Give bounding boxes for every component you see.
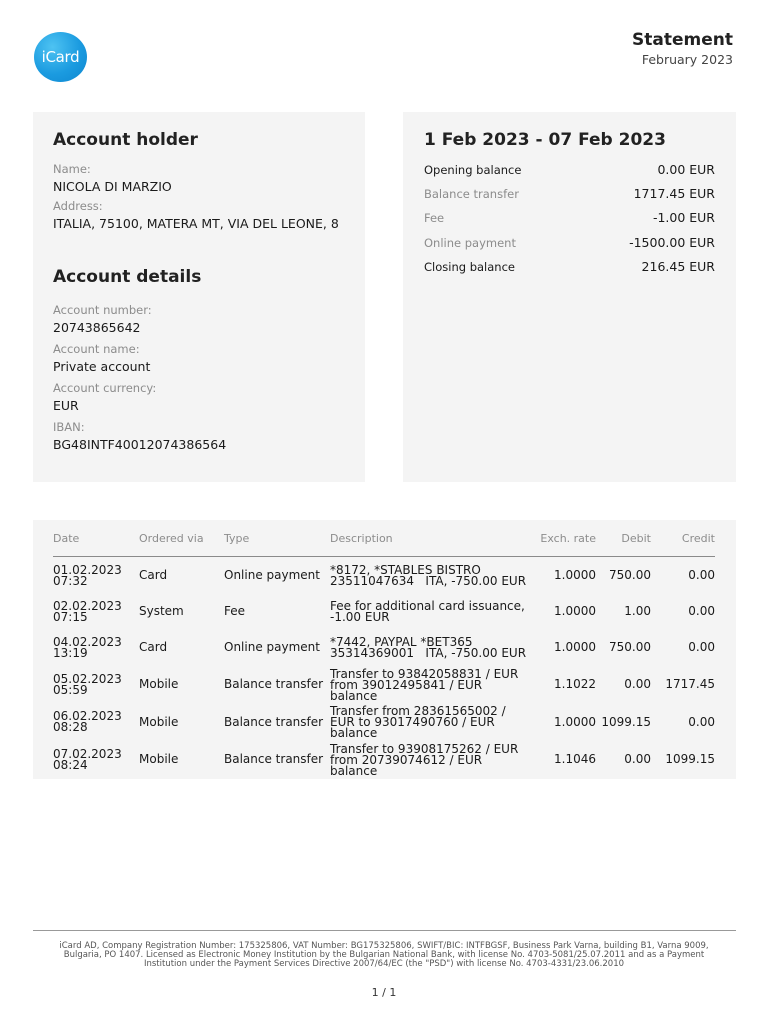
row-credit: 0.00 xyxy=(688,715,715,729)
desc-line: balance xyxy=(330,689,378,703)
row-exch-rate: 1.0000 xyxy=(554,715,596,729)
time-text: 08:24 xyxy=(53,758,88,772)
row-exch-rate: 1.1046 xyxy=(554,752,596,766)
col-header-date: Date xyxy=(53,532,80,545)
opening-balance-row xyxy=(424,162,715,177)
balance-value: -1500.00 EUR xyxy=(629,235,715,250)
row-credit: 0.00 xyxy=(688,568,715,582)
row-description xyxy=(330,706,506,739)
row-description xyxy=(330,669,518,702)
row-date xyxy=(53,637,122,659)
iban-label: IBAN: xyxy=(53,420,85,434)
row-ordered-via: Card xyxy=(139,640,168,654)
row-credit: 1717.45 xyxy=(665,677,715,691)
balance-label: Opening balance xyxy=(424,163,522,177)
row-date xyxy=(53,601,122,623)
row-debit: 0.00 xyxy=(624,677,651,691)
col-header-exch-rate: Exch. rate xyxy=(540,532,596,545)
row-exch-rate: 1.0000 xyxy=(554,568,596,582)
row-ordered-via: Mobile xyxy=(139,715,179,729)
col-header-debit: Debit xyxy=(621,532,651,545)
balance-label: Balance transfer xyxy=(424,187,519,201)
balance-value: 1717.45 EUR xyxy=(633,186,715,201)
holder-address: ITALIA, 75100, MATERA MT, VIA DEL LEONE, 8 xyxy=(53,216,339,231)
date-text: 05.02.2023 xyxy=(53,672,122,686)
row-type: Balance transfer xyxy=(224,752,324,766)
account-number-label: Account number: xyxy=(53,303,152,317)
holder-name: NICOLA DI MARZIO xyxy=(53,179,172,194)
balance-label: Closing balance xyxy=(424,260,515,274)
row-credit: 0.00 xyxy=(688,640,715,654)
date-text: 04.02.2023 xyxy=(53,635,122,649)
account-info-panel xyxy=(33,112,365,482)
account-number-block xyxy=(53,303,152,335)
balance-summary-panel xyxy=(403,112,736,482)
header-divider xyxy=(53,556,715,557)
row-ordered-via: Card xyxy=(139,568,168,582)
legal-footer xyxy=(45,942,723,969)
account-number: 20743865642 xyxy=(53,320,141,335)
desc-line: balance xyxy=(330,764,378,778)
desc-line: 35314369001 ITA, -750.00 EUR xyxy=(330,646,527,660)
row-type: Online payment xyxy=(224,568,320,582)
date-text: 06.02.2023 xyxy=(53,709,122,723)
desc-line: Transfer from 28361565002 / xyxy=(330,704,506,718)
row-description xyxy=(330,565,526,587)
col-header-description: Description xyxy=(330,532,393,545)
row-type: Balance transfer xyxy=(224,677,324,691)
row-date xyxy=(53,674,122,696)
holder-address-block xyxy=(53,199,339,231)
row-type: Balance transfer xyxy=(224,715,324,729)
time-text: 13:19 xyxy=(53,646,88,660)
row-credit: 0.00 xyxy=(688,604,715,618)
icard-logo xyxy=(34,32,87,82)
date-text: 02.02.2023 xyxy=(53,599,122,613)
row-date xyxy=(53,711,122,733)
col-header-ordered-via: Ordered via xyxy=(139,532,204,545)
closing-balance-row xyxy=(424,259,715,274)
desc-line: -1.00 EUR xyxy=(330,610,390,624)
account-currency-label: Account currency: xyxy=(53,381,157,395)
date-text: 01.02.2023 xyxy=(53,563,122,577)
holder-name-block xyxy=(53,162,172,194)
logo-text: iCard xyxy=(41,48,80,66)
time-text: 05:59 xyxy=(53,683,88,697)
holder-name-label: Name: xyxy=(53,162,91,176)
row-exch-rate: 1.0000 xyxy=(554,640,596,654)
col-header-type: Type xyxy=(224,532,250,545)
desc-line: balance xyxy=(330,726,378,740)
desc-line: Transfer to 93908175262 / EUR xyxy=(330,742,519,756)
desc-line: EUR to 93017490760 / EUR xyxy=(330,715,495,729)
row-exch-rate: 1.1022 xyxy=(554,677,596,691)
desc-line: 23511047634 ITA, -750.00 EUR xyxy=(330,574,527,588)
period-heading: 1 Feb 2023 - 07 Feb 2023 xyxy=(424,130,666,150)
row-debit: 750.00 xyxy=(609,568,651,582)
date-text: 07.02.2023 xyxy=(53,747,122,761)
desc-line: Fee for additional card issuance, xyxy=(330,599,525,613)
row-date xyxy=(53,749,122,771)
account-name-block xyxy=(53,342,150,374)
balance-label: Online payment xyxy=(424,236,516,250)
balance-value: 0.00 EUR xyxy=(657,162,715,177)
footer-line: Institution under the Payment Services Directive 2007/64/EC (the "PSD") with license No. 4703-4331/23.06.2010 xyxy=(143,959,625,969)
balance-value: -1.00 EUR xyxy=(652,210,715,225)
row-description xyxy=(330,744,518,777)
time-text: 07:15 xyxy=(53,610,88,624)
account-details-heading: Account details xyxy=(53,267,202,287)
col-header-credit: Credit xyxy=(681,532,715,545)
page-title: Statement xyxy=(632,30,733,50)
time-text: 07:32 xyxy=(53,574,88,588)
page-number: 1 / 1 xyxy=(371,986,397,999)
account-name-label: Account name: xyxy=(53,342,140,356)
holder-address-label: Address: xyxy=(53,199,103,213)
row-date xyxy=(53,565,122,587)
statement-header xyxy=(632,30,733,67)
desc-line: Transfer to 93842058831 / EUR xyxy=(330,667,519,681)
iban: BG48INTF40012074386564 xyxy=(53,437,227,452)
row-ordered-via: Mobile xyxy=(139,677,179,691)
account-name: Private account xyxy=(53,359,151,374)
row-debit: 750.00 xyxy=(609,640,651,654)
time-text: 08:28 xyxy=(53,720,88,734)
balance-label: Fee xyxy=(424,211,445,225)
row-type: Online payment xyxy=(224,640,320,654)
online-payment-row xyxy=(424,235,715,250)
transactions-table xyxy=(33,520,736,779)
account-holder-heading: Account holder xyxy=(53,130,198,150)
row-description xyxy=(330,601,525,623)
row-debit: 1.00 xyxy=(624,604,651,618)
row-credit: 1099.15 xyxy=(665,752,715,766)
fee-row xyxy=(424,210,715,225)
row-type: Fee xyxy=(224,604,246,618)
row-ordered-via: System xyxy=(139,604,184,618)
account-currency: EUR xyxy=(53,398,79,413)
desc-line: *8172, *STABLES BISTRO xyxy=(330,563,481,577)
row-exch-rate: 1.0000 xyxy=(554,604,596,618)
footer-divider xyxy=(33,930,736,931)
row-description xyxy=(330,637,526,659)
row-debit: 1099.15 xyxy=(601,715,651,729)
row-ordered-via: Mobile xyxy=(139,752,179,766)
balance-transfer-row xyxy=(424,186,715,201)
iban-block xyxy=(53,420,226,452)
row-debit: 0.00 xyxy=(624,752,651,766)
desc-line: from 39012495841 / EUR xyxy=(330,678,483,692)
footer-line: Bulgaria, PO 1407. Licensed as Electronic Money Institution by the Bulgarian National Bank, with license No. 4703-5081/25.07.2011 and as a Payment xyxy=(63,950,705,960)
account-currency-block xyxy=(53,381,156,413)
balance-value: 216.45 EUR xyxy=(641,259,715,274)
desc-line: from 20739074612 / EUR xyxy=(330,753,483,767)
footer-line: iCard AD, Company Registration Number: 175325806, VAT Number: BG175325806, SWIFT/BIC: INTFBGSF, Business Park Varna, building B1, Varna 9009, xyxy=(59,941,709,951)
desc-line: *7442, PAYPAL *BET365 xyxy=(330,635,473,649)
statement-period-month: February 2023 xyxy=(641,52,733,67)
